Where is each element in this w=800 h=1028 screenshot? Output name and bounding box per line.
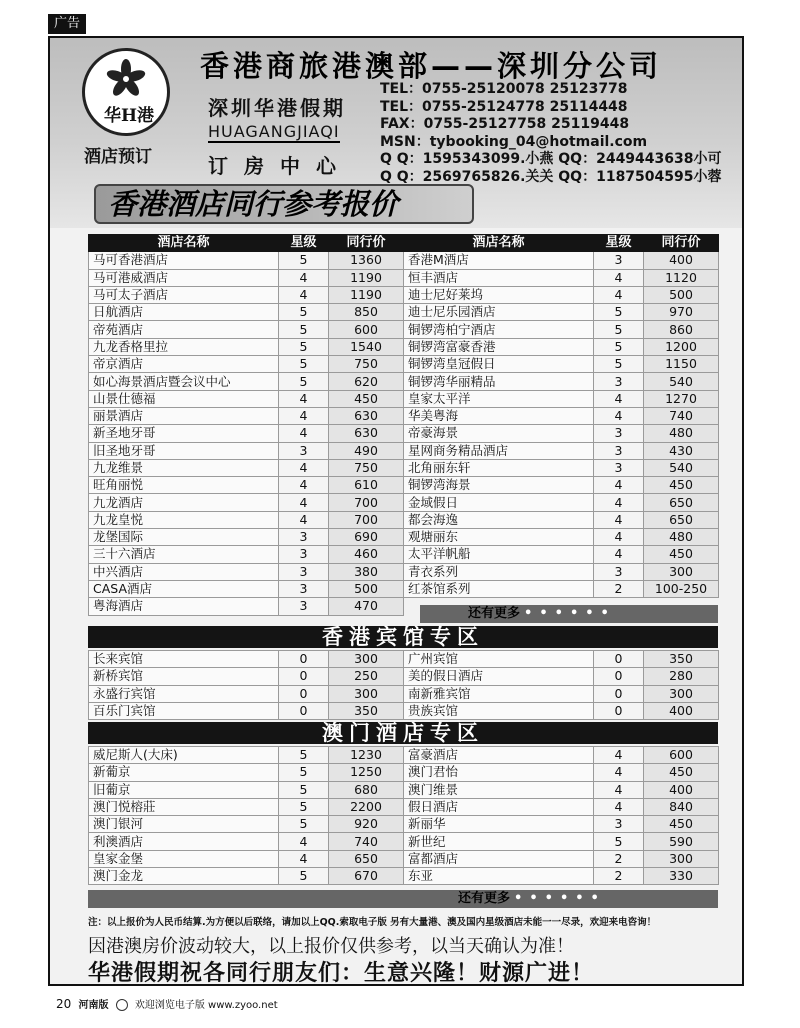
- hotel-stars: 4: [279, 850, 329, 867]
- hotel-price: 470: [329, 598, 404, 615]
- brand-pinyin: HUAGANGJIAQI: [208, 122, 340, 141]
- hotel-stars: 4: [594, 477, 644, 494]
- hotel-stars: 5: [279, 252, 329, 269]
- hotel-name: 广州宾馆: [404, 651, 594, 668]
- hotel-price: 600: [644, 747, 719, 764]
- hotel-name: 南新雅宾馆: [404, 685, 594, 702]
- hotel-name: 红茶馆系列: [404, 580, 594, 597]
- hotel-name: 假日酒店: [404, 798, 594, 815]
- hotel-price: 1190: [329, 286, 404, 303]
- hotel-price: 1120: [644, 269, 719, 286]
- hotel-price: 850: [329, 304, 404, 321]
- hotel-price: 740: [644, 407, 719, 424]
- hotel-price: 650: [644, 511, 719, 528]
- hotel-stars: 5: [279, 356, 329, 373]
- table-row: [89, 252, 719, 269]
- hotel-price: 970: [644, 304, 719, 321]
- hotel-stars: 3: [279, 580, 329, 597]
- more-dots: ••••••: [524, 606, 616, 621]
- hotel-name: 旧圣地牙哥: [89, 442, 279, 459]
- hotel-price: 300: [644, 685, 719, 702]
- table-row: [89, 702, 719, 719]
- hotel-name: 星网商务精品酒店: [404, 442, 594, 459]
- hotel-price: 500: [644, 286, 719, 303]
- hotel-name: 迪士尼乐园酒店: [404, 304, 594, 321]
- hotel-name: 利澳酒店: [89, 833, 279, 850]
- hotel-name: 铜锣湾富豪香港: [404, 338, 594, 355]
- hotel-name: 铜锣湾皇冠假日: [404, 356, 594, 373]
- booking-center: 订房中心: [208, 154, 352, 178]
- more-label: 还有更多: [458, 891, 511, 906]
- macau-hotel-table: [88, 746, 719, 885]
- hotel-stars: 0: [594, 685, 644, 702]
- hotel-price: 450: [644, 477, 719, 494]
- ad-tag: 广告: [48, 14, 86, 34]
- contact-fax: FAX：0755-25127758 25119448: [380, 116, 630, 132]
- hotel-stars: 5: [594, 356, 644, 373]
- hotel-stars: 3: [279, 529, 329, 546]
- browse-text: 欢迎浏览电子版 www.zyoo.net: [134, 1000, 278, 1011]
- hotel-name: 长来宾馆: [89, 651, 279, 668]
- logo: [82, 48, 170, 136]
- contact-list: [380, 81, 722, 186]
- hotel-name: 澳门金龙: [89, 868, 279, 885]
- hotel-name: 九龙维景: [89, 459, 279, 476]
- hotel-stars: 5: [594, 321, 644, 338]
- table-row: [89, 563, 719, 580]
- hotel-stars: 5: [594, 304, 644, 321]
- hotel-stars: 3: [279, 546, 329, 563]
- magazine-badge-icon: [116, 999, 128, 1011]
- hotel-name: 三十六酒店: [89, 546, 279, 563]
- hotel-price: 300: [329, 685, 404, 702]
- hotel-stars: 4: [279, 459, 329, 476]
- page-number: 20: [56, 997, 72, 1011]
- page-footer: [56, 996, 278, 1011]
- hotel-stars: 4: [594, 269, 644, 286]
- hotel-stars: 4: [279, 477, 329, 494]
- company-title: 香港商旅港澳部——深圳分公司: [200, 49, 663, 83]
- hotel-price: 400: [644, 702, 719, 719]
- contact-msn: MSN：tybooking_04@hotmail.com: [380, 133, 648, 150]
- header-hotel-name: 酒店名称: [404, 235, 594, 252]
- table-row: [89, 373, 719, 390]
- table-row: [89, 442, 719, 459]
- hotel-stars: 4: [594, 764, 644, 781]
- table-row: [89, 494, 719, 511]
- hotel-price: 1360: [329, 252, 404, 269]
- header-stars: 星级: [594, 235, 644, 252]
- table-row: [89, 286, 719, 303]
- hotel-name: 中兴酒店: [89, 563, 279, 580]
- table-row: [89, 269, 719, 286]
- hotel-price: 500: [329, 580, 404, 597]
- hotel-price: 450: [644, 764, 719, 781]
- hotel-name: 皇家金堡: [89, 850, 279, 867]
- hotel-price: 1270: [644, 390, 719, 407]
- more-label: 还有更多: [468, 606, 521, 621]
- hotel-stars: 4: [279, 833, 329, 850]
- hotel-name: 百乐门宾馆: [89, 702, 279, 719]
- hotel-stars: 5: [279, 764, 329, 781]
- hotel-name: 新丽华: [404, 816, 594, 833]
- hotel-price: 1230: [329, 747, 404, 764]
- hotel-stars: 5: [279, 868, 329, 885]
- hotel-price: 740: [329, 833, 404, 850]
- table-row: [89, 580, 719, 597]
- table-row: [89, 850, 719, 867]
- hotel-name: 富都酒店: [404, 850, 594, 867]
- hotel-stars: 3: [279, 598, 329, 615]
- table-row: [89, 798, 719, 815]
- contact-tel-1: TEL：0755-25120078 25123778: [380, 81, 628, 97]
- hotel-name: 旧葡京: [89, 781, 279, 798]
- logo-caption: 酒店预订: [84, 147, 152, 167]
- header-hotel-name: 酒店名称: [89, 235, 279, 252]
- note-text: 注：以上报价为人民币结算.为方便以后联络，请加以上QQ.索取电子版 另有大量港、澳及国内星级酒店未能一一尽录，欢迎来电咨询！: [88, 917, 657, 928]
- hotel-stars: 0: [279, 702, 329, 719]
- hotel-name: 九龙皇悦: [89, 511, 279, 528]
- hotel-stars: 3: [594, 816, 644, 833]
- contact-tel-2: TEL：0755-25124778 25114448: [380, 98, 628, 115]
- hotel-name: 铜锣湾海景: [404, 477, 594, 494]
- hotel-stars: 3: [594, 252, 644, 269]
- table-row: [89, 390, 719, 407]
- hotel-price: 350: [329, 702, 404, 719]
- hotel-price: 650: [644, 494, 719, 511]
- hotel-stars: 3: [594, 459, 644, 476]
- hotel-stars: 4: [279, 269, 329, 286]
- header-price: 同行价: [329, 235, 404, 252]
- hotel-name: 马可太子酒店: [89, 286, 279, 303]
- hotel-stars: 5: [594, 833, 644, 850]
- hotel-name: 澳门维景: [404, 781, 594, 798]
- hotel-price: 480: [644, 425, 719, 442]
- table-row: [89, 407, 719, 424]
- hotel-name: 马可港威酒店: [89, 269, 279, 286]
- hotel-name: 观塘丽东: [404, 529, 594, 546]
- hk-hotel-table: [88, 234, 719, 616]
- hotel-name: 帝京酒店: [89, 356, 279, 373]
- header: [50, 38, 742, 228]
- hotel-price: 100-250: [644, 580, 719, 597]
- hotel-price: 620: [329, 373, 404, 390]
- hotel-price: 350: [644, 651, 719, 668]
- table-row: [89, 529, 719, 546]
- hotel-name: 九龙酒店: [89, 494, 279, 511]
- hotel-price: 1150: [644, 356, 719, 373]
- disclaimer-text: 因港澳房价波动较大，以上报价仅供参考，以当天确认为准！: [88, 936, 574, 957]
- table-row: [89, 425, 719, 442]
- greeting-text: 华港假期祝各同行朋友们：生意兴隆！财源广进！: [88, 961, 595, 986]
- hotel-price: 430: [644, 442, 719, 459]
- table-row: [89, 304, 719, 321]
- hotel-name: 澳门君怡: [404, 764, 594, 781]
- hotel-price: 300: [329, 651, 404, 668]
- hotel-price: 450: [644, 546, 719, 563]
- contact-qq-1: Q Q：1595343099.小燕 QQ：2449443638小可: [380, 151, 722, 167]
- hotel-price: 460: [329, 546, 404, 563]
- hotel-price: 650: [329, 850, 404, 867]
- hotel-price: 480: [644, 529, 719, 546]
- hotel-price: 300: [644, 563, 719, 580]
- hotel-price: 1200: [644, 338, 719, 355]
- guesthouse-section-title: 香港宾馆专区: [88, 626, 718, 648]
- hotel-stars: 3: [594, 373, 644, 390]
- hotel-price: 1540: [329, 338, 404, 355]
- macau-section-title: 澳门酒店专区: [88, 722, 718, 744]
- table-row: [89, 668, 719, 685]
- hotel-price: 1190: [329, 269, 404, 286]
- hotel-price: 690: [329, 529, 404, 546]
- hotel-name: 永盛行宾馆: [89, 685, 279, 702]
- hotel-price: 380: [329, 563, 404, 580]
- table-row: [89, 685, 719, 702]
- hotel-name: 粤海酒店: [89, 598, 279, 615]
- table-row: [89, 764, 719, 781]
- hotel-stars: 5: [279, 747, 329, 764]
- hotel-price: 450: [644, 816, 719, 833]
- header-stars: 星级: [279, 235, 329, 252]
- hotel-name: 日航酒店: [89, 304, 279, 321]
- hotel-price: 920: [329, 816, 404, 833]
- hotel-name: 龙堡国际: [89, 529, 279, 546]
- hotel-name: 富豪酒店: [404, 747, 594, 764]
- hotel-name: 澳门悦榕莊: [89, 798, 279, 815]
- hotel-name: 澳门银河: [89, 816, 279, 833]
- hotel-stars: 5: [594, 338, 644, 355]
- hotel-stars: 5: [279, 798, 329, 815]
- contact-qq-2: Q Q：2569765826.关关 QQ：1187504595小蓉: [380, 168, 722, 185]
- hotel-stars: 4: [594, 407, 644, 424]
- table-row: [89, 356, 719, 373]
- hotel-price: 700: [329, 511, 404, 528]
- hotel-stars: 2: [594, 868, 644, 885]
- hotel-name: 恒丰酒店: [404, 269, 594, 286]
- hotel-stars: 0: [594, 702, 644, 719]
- logo-text: 华H港: [103, 106, 155, 126]
- brand-name: 深圳华港假期: [208, 96, 346, 120]
- hotel-stars: 3: [279, 563, 329, 580]
- hotel-name: 旺角丽悦: [89, 477, 279, 494]
- hotel-name: 美的假日酒店: [404, 668, 594, 685]
- table-row: [89, 833, 719, 850]
- hotel-stars: 4: [279, 390, 329, 407]
- hotel-stars: 4: [279, 425, 329, 442]
- hotel-stars: 0: [279, 668, 329, 685]
- hotel-price: 700: [329, 494, 404, 511]
- hotel-price: 680: [329, 781, 404, 798]
- table-row: [89, 511, 719, 528]
- hotel-name: 青衣系列: [404, 563, 594, 580]
- hotel-price: 630: [329, 407, 404, 424]
- table-row: [89, 781, 719, 798]
- hotel-price: 490: [329, 442, 404, 459]
- hotel-name: 皇家太平洋: [404, 390, 594, 407]
- hotel-stars: 4: [279, 494, 329, 511]
- hotel-stars: 0: [279, 651, 329, 668]
- hotel-stars: 4: [279, 407, 329, 424]
- hotel-price: 750: [329, 459, 404, 476]
- hotel-price: 540: [644, 459, 719, 476]
- hotel-stars: 3: [594, 425, 644, 442]
- hotel-name: 新世纪: [404, 833, 594, 850]
- hotel-stars: 0: [279, 685, 329, 702]
- hotel-price: 860: [644, 321, 719, 338]
- table-row: [89, 816, 719, 833]
- page-title: 香港酒店同行参考报价: [94, 184, 474, 224]
- guesthouse-table: [88, 650, 719, 720]
- hotel-price: 750: [329, 356, 404, 373]
- hotel-name: 迪士尼好莱坞: [404, 286, 594, 303]
- hotel-name: 帝苑酒店: [89, 321, 279, 338]
- hotel-stars: 5: [279, 304, 329, 321]
- table-header-row: [89, 235, 719, 252]
- hotel-stars: 3: [279, 442, 329, 459]
- more-dots: ••••••: [514, 891, 606, 906]
- hotel-name: 北角丽东轩: [404, 459, 594, 476]
- hotel-stars: 4: [279, 286, 329, 303]
- hotel-stars: 4: [594, 390, 644, 407]
- hotel-price: 670: [329, 868, 404, 885]
- more-hotels-bar: [420, 605, 718, 623]
- hotel-price: 300: [644, 850, 719, 867]
- hotel-name: 新葡京: [89, 764, 279, 781]
- hotel-stars: 0: [594, 651, 644, 668]
- hotel-stars: 4: [594, 494, 644, 511]
- hotel-name: 铜锣湾华丽精品: [404, 373, 594, 390]
- hotel-stars: 3: [594, 442, 644, 459]
- advertisement-frame: [48, 36, 744, 986]
- hotel-stars: 5: [279, 338, 329, 355]
- hotel-stars: 3: [594, 563, 644, 580]
- hotel-price: 250: [329, 668, 404, 685]
- hotel-name: 东亚: [404, 868, 594, 885]
- hotel-stars: 2: [594, 850, 644, 867]
- table-row: [89, 868, 719, 885]
- hotel-stars: 4: [594, 511, 644, 528]
- table-row: [89, 338, 719, 355]
- hotel-stars: 0: [594, 668, 644, 685]
- hotel-name: 丽景酒店: [89, 407, 279, 424]
- hotel-name: 马可香港酒店: [89, 252, 279, 269]
- table-row: [89, 477, 719, 494]
- hotel-stars: 4: [594, 286, 644, 303]
- hotel-price: 2200: [329, 798, 404, 815]
- hotel-name: 帝豪海景: [404, 425, 594, 442]
- more-macau-bar: [88, 890, 718, 908]
- header-price: 同行价: [644, 235, 719, 252]
- hotel-stars: 4: [594, 747, 644, 764]
- hotel-stars: 5: [279, 816, 329, 833]
- hotel-name: 如心海景酒店暨会议中心: [89, 373, 279, 390]
- table-row: [89, 747, 719, 764]
- edition-label: 河南版: [78, 1000, 109, 1011]
- hotel-stars: 5: [279, 321, 329, 338]
- hotel-name: 新桥宾馆: [89, 668, 279, 685]
- hotel-name: CASA酒店: [89, 580, 279, 597]
- hotel-price: 1250: [329, 764, 404, 781]
- hotel-stars: 5: [279, 373, 329, 390]
- hotel-price: 840: [644, 798, 719, 815]
- hotel-name: 金域假日: [404, 494, 594, 511]
- hotel-stars: 4: [594, 546, 644, 563]
- table-row: [89, 651, 719, 668]
- hotel-stars: 4: [594, 529, 644, 546]
- hotel-name: 威尼斯人(大床): [89, 747, 279, 764]
- hotel-name: 贵族宾馆: [404, 702, 594, 719]
- hotel-price: 280: [644, 668, 719, 685]
- table-row: [89, 546, 719, 563]
- hotel-price: 330: [644, 868, 719, 885]
- hotel-price: 400: [644, 252, 719, 269]
- hotel-price: 450: [329, 390, 404, 407]
- hotel-price: 630: [329, 425, 404, 442]
- hotel-price: 610: [329, 477, 404, 494]
- hotel-stars: 5: [279, 781, 329, 798]
- hotel-name: 都会海逸: [404, 511, 594, 528]
- hotel-stars: 2: [594, 580, 644, 597]
- hotel-stars: 4: [279, 511, 329, 528]
- hotel-price: 600: [329, 321, 404, 338]
- hotel-name: 山景仕德福: [89, 390, 279, 407]
- hotel-name: 铜锣湾柏宁酒店: [404, 321, 594, 338]
- hotel-name: 新圣地牙哥: [89, 425, 279, 442]
- hotel-name: 香港M酒店: [404, 252, 594, 269]
- hotel-name: 九龙香格里拉: [89, 338, 279, 355]
- hotel-price: 400: [644, 781, 719, 798]
- table-row: [89, 321, 719, 338]
- table-row: [89, 459, 719, 476]
- hotel-price: 590: [644, 833, 719, 850]
- hotel-price: 540: [644, 373, 719, 390]
- hotel-name: 华美粤海: [404, 407, 594, 424]
- hotel-stars: 4: [594, 781, 644, 798]
- hotel-name: 太平洋帆船: [404, 546, 594, 563]
- hotel-stars: 4: [594, 798, 644, 815]
